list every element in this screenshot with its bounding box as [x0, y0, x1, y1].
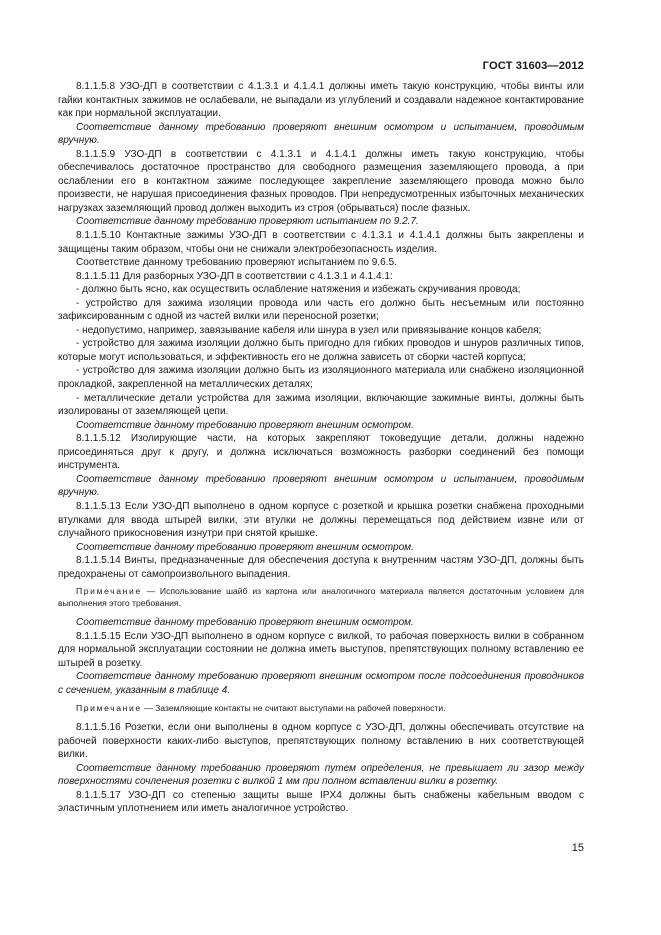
document-body: [58, 80, 584, 816]
verification-paragraph: Соответствие данному требованию проверяют внешним осмотром.: [76, 419, 414, 431]
verification-paragraph: Соответствие данному требованию проверяют внешним осмотром после подсоединения проводников с сечением, указанным в таблице 4.: [58, 671, 584, 696]
body-paragraph: 8.1.1.5.16 Розетки, если они выполнены в одном корпусе с УЗО-ДП, должны обеспечивать отсутствие на рабочей поверхности каких-либо выступов, препятствующих полному вставлению в них соответствующей вилки.: [58, 722, 584, 761]
document-header: ГОСТ 31603—2012: [482, 60, 584, 72]
note-paragraph: [58, 586, 584, 609]
body-paragraph: 8.1.1.5.13 Если УЗО-ДП выполнено в одном корпусе с розеткой и крышка розетки снабжена проходными втулками для ввода штырей вилки, эти втулки не должны перемещаться под действием извне или от случайного прикосновения изнутри при снятой крышке.: [58, 500, 584, 540]
body-paragraph: 8.1.1.5.9 УЗО-ДП в соответствии с 4.1.3.1 и 4.1.4.1 должны иметь такую конструкцию, чтобы обеспечивалось достаточное пространство для свободного размещения заземляющего провода, а при ослаблении его в контактном зажиме последующее закрепление заземляющего провода можно было произвести, не нарушая присоединения фазных проводов. При непредусмотренных избыточных механических нагрузках заземляющий провод должен выходить из строя (обрываться) после фазных.: [58, 148, 584, 214]
body-paragraph: 8.1.1.5.11 Для разборных УЗО-ДП в соответствии с 4.1.3.1 и 4.1.4.1:: [76, 270, 393, 282]
verification-paragraph: Соответствие данному требованию проверяют внешним осмотром.: [76, 541, 414, 553]
body-paragraph: 8.1.1.5.14 Винты, предназначенные для обеспечения доступа к внутренним частям УЗО-ДП, должны быть предохранены от самопроизвольного выпадения.: [58, 555, 584, 580]
note-label: Примечание: [76, 586, 142, 597]
note-paragraph: [58, 703, 584, 715]
body-paragraph: - устройство для зажима изоляции должно быть из изоляционного материала или снабжено изоляционной прокладкой, закрепленной на металлических деталях;: [58, 365, 584, 391]
body-paragraph: - недопустимо, например, завязывание кабеля или шнура в узел или привязывание концов кабеля;: [76, 324, 542, 336]
body-paragraph: - устройство для зажима изоляции должно быть пригодно для гибких проводов и шнуров различных типов, которые могут использоваться, и эффективность его не должна зависеть от сборки частей корпуса;: [58, 338, 584, 363]
body-paragraph: 8.1.1.5.15 Если УЗО-ДП выполнено в одном корпусе с вилкой, то рабочая поверхность вилки в собранном для нормальной эксплуатации состоянии не должна иметь выступов, препятствующих полному вставлению ее штырей в розетку.: [58, 630, 584, 669]
body-paragraph: - устройство для зажима изоляции провода или часть его должно быть несъемным или постоянно зафиксированным с одной из частей вилки или переносной розетки;: [58, 297, 584, 323]
note-text: — Использование шайб из картона или аналогичного материала является достаточным условием для выполнения этого требования.: [58, 586, 584, 608]
page-number: 15: [571, 842, 584, 854]
body-paragraph: 8.1.1.5.12 Изолирующие части, на которых закрепляют токоведущие детали, должны надежно присоединяться друг к другу, и должна исключаться возможность разборки соединений без помощи инструмента.: [58, 433, 584, 472]
note-text: — Заземляющие контакты не считают выступами на рабочей поверхности.: [141, 702, 446, 713]
verification-paragraph: Соответствие данному требованию проверяют внешним осмотром и испытанием, проводимым вручную.: [58, 121, 584, 147]
body-paragraph: Соответствие данному требованию проверяют испытанием по 9.6.5.: [76, 257, 397, 269]
body-paragraph: - металлические детали устройства для зажима изоляции, включающие зажимные винты, должны быть изолированы от заземляющей цепи.: [58, 392, 584, 418]
body-paragraph: 8.1.1.5.17 УЗО-ДП со степенью защиты выше IPX4 должны быть снабжены кабельным вводом с эластичным уплотнением или иметь аналогичное устройство.: [58, 789, 584, 815]
body-paragraph: 8.1.1.5.8 УЗО-ДП в соответствии с 4.1.3.1 и 4.1.4.1 должны иметь такую конструкцию, чтобы винты или гайки контактных зажимов не ослабевали, не выпадали из углублений и создавали надежное контактирование как при нормальной эксплуатации.: [58, 81, 584, 120]
verification-paragraph: Соответствие данному требованию проверяют внешним осмотром и испытанием, проводимым вручную.: [58, 473, 584, 499]
verification-paragraph: Соответствие данному требованию проверяют путем определения, не превышает ли зазор между поверхностями сочленения розетки с вилкой 1 мм при полном вставлении вилки в розетку.: [58, 762, 584, 788]
verification-paragraph: Соответствие данному требованию проверяют испытанием по 9.2.7.: [76, 216, 419, 228]
body-paragraph: 8.1.1.5.10 Контактные зажимы УЗО-ДП в соответствии с 4.1.3.1 и 4.1.4.1 должны быть закреплены и защищены таким образом, чтобы они не снижали электробезопасность изделия.: [58, 230, 584, 255]
body-paragraph: - должно быть ясно, как осуществить ослабление натяжения и избежать скручивания провода;: [76, 284, 521, 296]
note-label: Примечание: [76, 702, 142, 713]
verification-paragraph: Соответствие данному требованию проверяют внешним осмотром.: [76, 617, 414, 629]
